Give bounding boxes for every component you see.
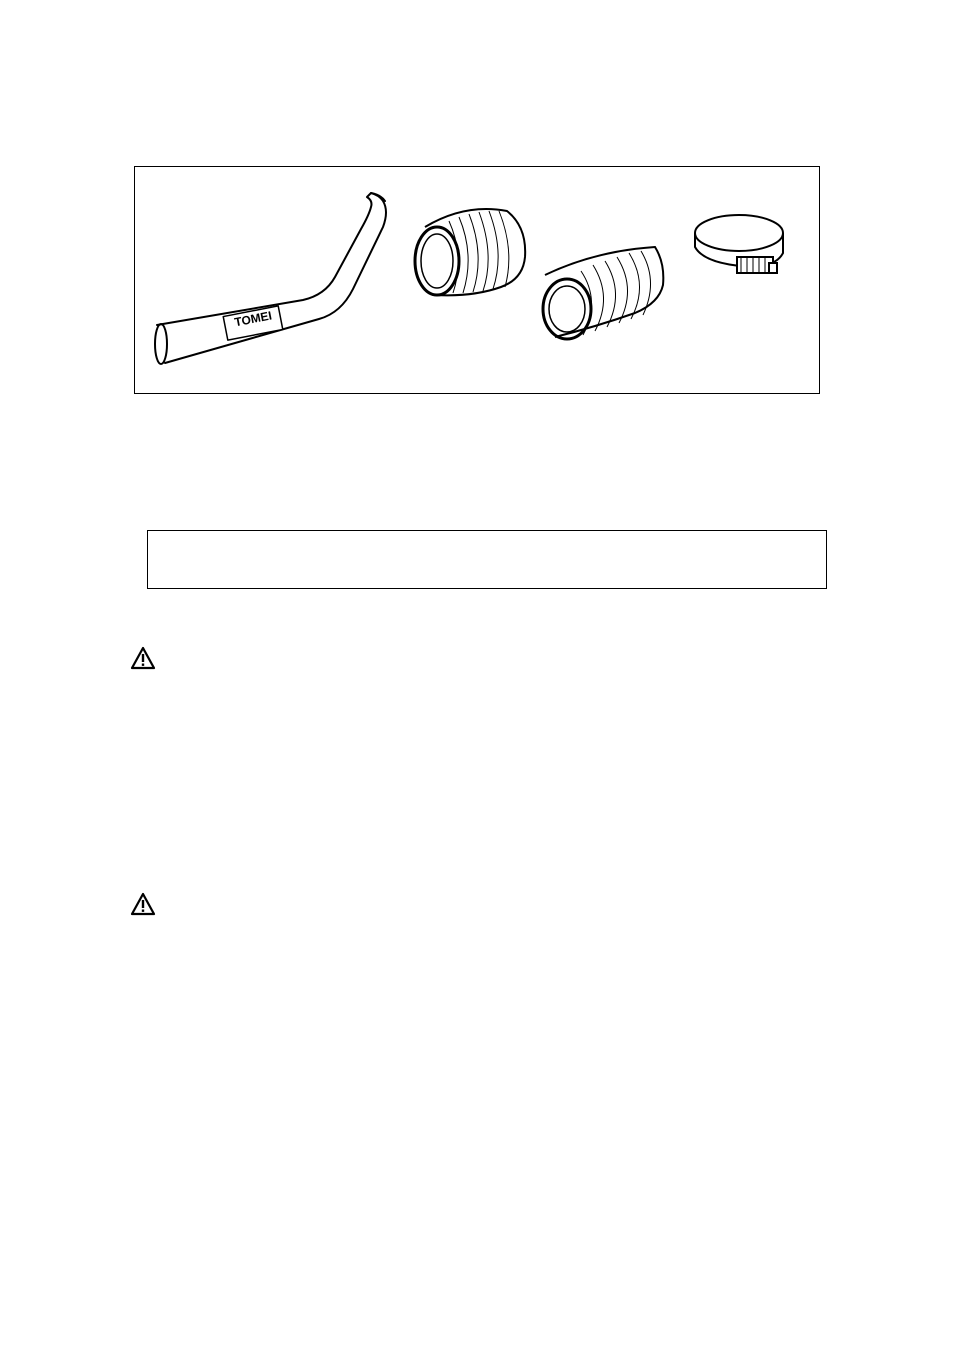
- hose-clamp-drawing: [695, 215, 783, 273]
- warning-triangle-icon: [130, 646, 156, 670]
- silicone-coupler-large-drawing: [415, 209, 525, 295]
- intake-pipe-drawing: [155, 193, 386, 364]
- warning-triangle-icon: [130, 892, 156, 916]
- parts-illustration: [135, 167, 821, 395]
- silicone-coupler-small-drawing: [543, 247, 663, 339]
- tomei-logo-text: TOMEI: [233, 308, 273, 330]
- note-box: [147, 530, 827, 589]
- parts-figure: [134, 166, 820, 394]
